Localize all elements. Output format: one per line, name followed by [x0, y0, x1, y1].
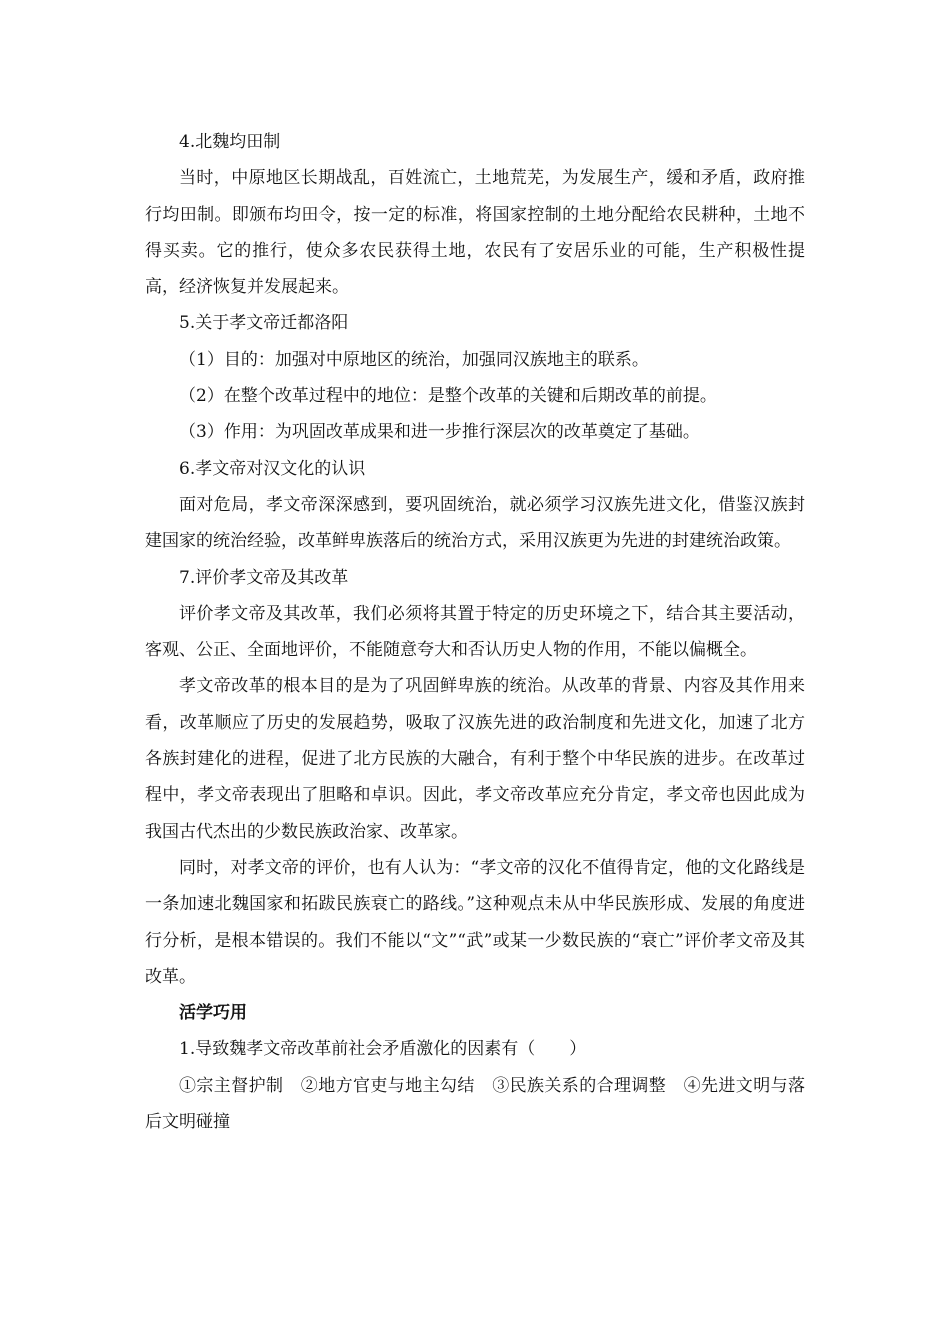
section-5-item-3: （3）作用：为巩固改革成果和进一步推行深层次的改革奠定了基础。 [179, 422, 700, 443]
section-5-item-1: （1）目的：加强对中原地区的统治，加强同汉族地主的联系。 [179, 349, 649, 370]
section-7-paragraph-1: 评价孝文帝及其改革，我们必须将其置于特定的历史环境之下，结合其主要活动，客观、公正、全面地评价，不能随意夸大和否认历史人物的作用，不能以偏概全。 [145, 603, 805, 661]
section-5-item-2: （2）在整个改革过程中的地位：是整个改革的关键和后期改革的前提。 [179, 386, 717, 407]
section-4-body: 当时，中原地区长期战乱，百姓流亡，土地荒芜，为发展生产，缓和矛盾，政府推行均田制。即颁布均田令，按一定的标准，将国家控制的土地分配给农民耕种，土地不得买卖。它的推行，使众多农民获得土地，农民有了安居乐业的可能，生产积极性提高，经济恢复并发展起来。 [145, 168, 805, 298]
section-5-heading: 5.关于孝文帝迁都洛阳 [179, 313, 349, 334]
section-4-heading: 4.北魏均田制 [179, 132, 281, 152]
section-7-paragraph-2: 孝文帝改革的根本目的是为了巩固鲜卑族的统治。从改革的背景、内容及其作用来看，改革顺应了历史的发展趋势，吸取了汉族先进的政治制度和先进文化，加速了北方各族封建化的进程，促进了北方民族的大融合，有利于整个中华民族的进步。在改革过程中，孝文帝表现出了胆略和卓识。因此，孝文帝改革应充分肯定，孝文帝也因此成为我国古代杰出的少数民族政治家、改革家。 [145, 676, 805, 842]
practice-options: ①宗主督护制 ②地方官吏与地主勾结 ③民族关系的合理调整 ④先进文明与落后文明碰撞 [145, 1075, 805, 1133]
practice-question: 1.导致魏孝文帝改革前社会矛盾激化的因素有（ ） [179, 1039, 587, 1060]
section-7-paragraph-3: 同时，对孝文帝的评价，也有人认为：“孝文帝的汉化不值得肯定，他的文化路线是一条加速北魏国家和拓跋民族衰亡的路线。”这种观点未从中华民族形成、发展的角度进行分析，是根本错误的。我们不能以“文”“武”或某一少数民族的“衰亡”评价孝文帝及其改革。 [145, 857, 805, 987]
section-6-heading: 6.孝文帝对汉文化的认识 [179, 458, 366, 479]
section-6-body: 面对危局，孝文帝深深感到，要巩固统治，就必须学习汉族先进文化，借鉴汉族封建国家的统治经验，改革鲜卑族落后的统治方式，采用汉族更为先进的封建统治政策。 [145, 494, 805, 552]
practice-heading: 活学巧用 [179, 1003, 247, 1024]
section-7-heading: 7.评价孝文帝及其改革 [179, 567, 349, 588]
document-content [145, 124, 805, 1140]
